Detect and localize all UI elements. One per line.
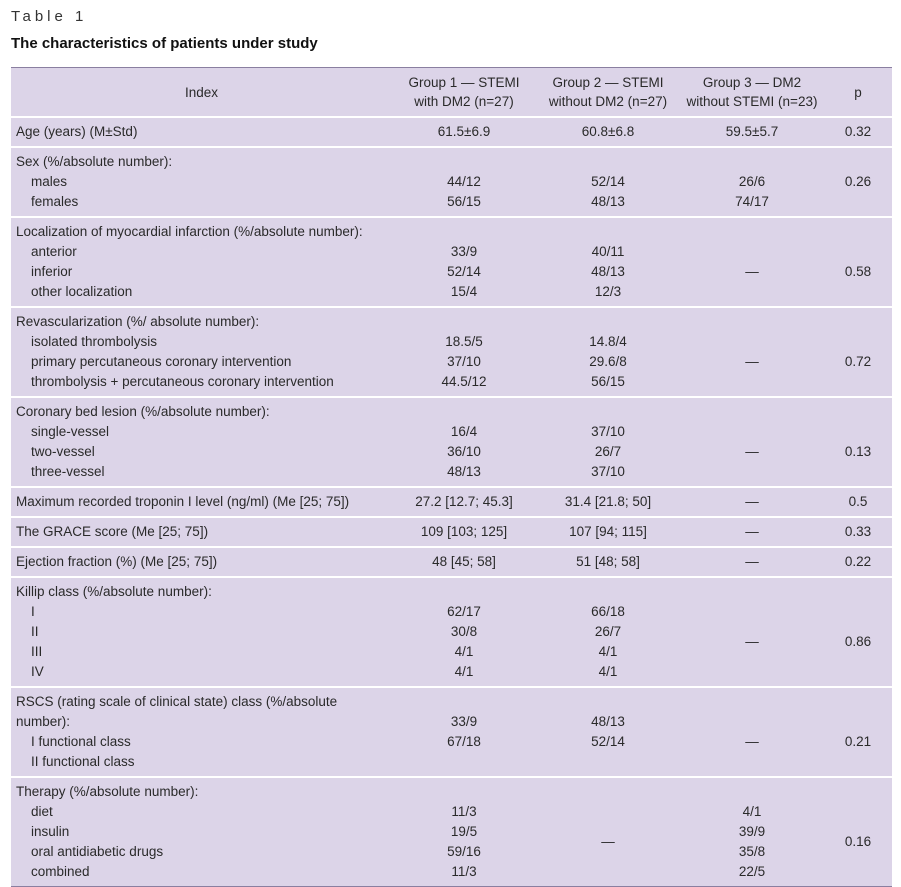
row-label: RSCS (rating scale of clinical state) class (%/absolute number): (16, 694, 338, 729)
characteristics-table (11, 67, 892, 887)
sub-label: IV (31, 664, 44, 679)
value: 56/15 (591, 374, 625, 389)
value: 18.5/5 (445, 334, 483, 349)
value: 44.5/12 (441, 374, 487, 389)
value: 4/1 (454, 644, 474, 659)
value: — (745, 354, 759, 369)
value: 0.86 (844, 634, 872, 649)
cell-group3 (680, 582, 824, 682)
sub-label: II (31, 624, 39, 639)
value: 35/8 (738, 844, 766, 859)
cell-group3: — (745, 524, 759, 539)
header-group3-line1: Group 3 — DM2 (702, 75, 802, 90)
sub-label: combined (31, 864, 90, 879)
sub-label: primary percutaneous coronary intervention (31, 354, 292, 369)
cell-group1 (392, 582, 536, 682)
value: 36/10 (447, 444, 481, 459)
value: 26/7 (594, 624, 622, 639)
value: — (745, 734, 759, 749)
value: 74/17 (735, 194, 769, 209)
table-row-troponin (11, 486, 892, 516)
header-group2-line1: Group 2 — STEMI (552, 75, 664, 90)
value: 0.13 (844, 444, 872, 459)
cell-p (824, 692, 892, 772)
cell-group3 (680, 312, 824, 392)
cell-group1 (392, 152, 536, 212)
cell-p (824, 152, 892, 212)
value: 48/13 (447, 464, 481, 479)
cell-group1 (392, 402, 536, 482)
value: 26/7 (594, 444, 622, 459)
cell-group1: 27.2 [12.7; 45.3] (415, 494, 513, 509)
cell-group2 (536, 692, 680, 772)
header-group3 (680, 73, 824, 111)
header-group1 (392, 73, 536, 111)
row-label: Ejection fraction (%) (Me [25; 75]) (16, 554, 218, 569)
value: 62/17 (447, 604, 481, 619)
row-label-block (11, 222, 392, 302)
sub-label: anterior (31, 244, 77, 259)
table-row-killip (11, 576, 892, 686)
value: 12/3 (594, 284, 622, 299)
row-label-block (11, 692, 392, 772)
table-header-row (11, 67, 892, 116)
value: 48/13 (591, 714, 625, 729)
value: — (745, 634, 759, 649)
value: 4/1 (742, 804, 762, 819)
value: 37/10 (591, 424, 625, 439)
value: 0.58 (844, 264, 872, 279)
header-p (824, 73, 892, 111)
table-row-coronary-bed-lesion (11, 396, 892, 486)
value: 19/5 (450, 824, 478, 839)
cell-group1 (392, 312, 536, 392)
cell-p (824, 402, 892, 482)
value: 26/6 (738, 174, 766, 189)
row-label-block (11, 782, 392, 882)
value: — (601, 834, 615, 849)
table-row-grace (11, 516, 892, 546)
cell-p: 0.32 (844, 124, 872, 139)
value: 52/14 (447, 264, 481, 279)
row-label-block (11, 152, 392, 212)
value: 0.16 (844, 834, 872, 849)
table-row-rscs (11, 686, 892, 776)
value: 37/10 (447, 354, 481, 369)
cell-p: 0.5 (848, 494, 868, 509)
cell-p (824, 782, 892, 882)
cell-group3 (680, 402, 824, 482)
cell-p (824, 312, 892, 392)
header-group3-line2: without STEMI (n=23) (686, 94, 818, 109)
table-caption: Table 1 (11, 8, 88, 25)
value: 16/4 (450, 424, 478, 439)
value: 29.6/8 (589, 354, 627, 369)
sub-label: II functional class (31, 754, 135, 769)
table-row-localization (11, 216, 892, 306)
cell-group2: 107 [94; 115] (569, 524, 647, 539)
sub-label: inferior (31, 264, 73, 279)
header-group2-line2: without DM2 (n=27) (548, 94, 668, 109)
cell-group1 (392, 692, 536, 772)
cell-p: 0.33 (844, 524, 872, 539)
value: 40/11 (591, 244, 625, 259)
value: 11/3 (451, 804, 477, 819)
cell-p (824, 222, 892, 302)
row-label: Sex (%/absolute number): (16, 154, 173, 169)
table-row-age (11, 116, 892, 146)
row-label: Killip class (%/absolute number): (16, 584, 212, 599)
sub-label: I functional class (31, 734, 131, 749)
header-group2 (536, 73, 680, 111)
row-label: The GRACE score (Me [25; 75]) (16, 524, 209, 539)
cell-p (824, 582, 892, 682)
row-label: Revascularization (%/ absolute number): (16, 314, 260, 329)
row-label-block (11, 402, 392, 482)
sub-label: diet (31, 804, 53, 819)
table-row-sex (11, 146, 892, 216)
value: — (745, 264, 759, 279)
header-group1-line2: with DM2 (n=27) (414, 94, 514, 109)
sub-label: oral antidiabetic drugs (31, 844, 164, 859)
value: 39/9 (738, 824, 766, 839)
table-row-revascularization (11, 306, 892, 396)
sub-label: three-vessel (31, 464, 105, 479)
value: 30/8 (450, 624, 478, 639)
value: 67/18 (447, 734, 481, 749)
cell-group2 (536, 312, 680, 392)
table-row-therapy (11, 776, 892, 887)
sub-label: insulin (31, 824, 70, 839)
value: 37/10 (591, 464, 625, 479)
sub-label: isolated thrombolysis (31, 334, 158, 349)
cell-group2 (536, 782, 680, 882)
sub-label: I (31, 604, 35, 619)
cell-group3 (680, 152, 824, 212)
value: 0.26 (844, 174, 872, 189)
cell-group2 (536, 402, 680, 482)
sub-label: males (31, 174, 68, 189)
row-label: Age (years) (M±Std) (16, 124, 138, 139)
header-index (11, 73, 392, 111)
value: 52/14 (591, 174, 625, 189)
value: 0.72 (844, 354, 872, 369)
value: — (745, 444, 759, 459)
row-label: Therapy (%/absolute number): (16, 784, 199, 799)
cell-group3: 59.5±5.7 (725, 124, 779, 139)
header-p-label: p (854, 84, 862, 100)
cell-group1: 109 [103; 125] (420, 524, 508, 539)
cell-group1 (392, 222, 536, 302)
value: 33/9 (450, 244, 478, 259)
value: 22/5 (738, 864, 766, 879)
value: 66/18 (591, 604, 625, 619)
value: 33/9 (450, 714, 478, 729)
cell-group3 (680, 782, 824, 882)
value: 14.8/4 (589, 334, 627, 349)
value: 15/4 (450, 284, 478, 299)
sub-label: III (31, 644, 43, 659)
cell-group1 (392, 782, 536, 882)
row-label: Coronary bed lesion (%/absolute number): (16, 404, 270, 419)
header-index-label: Index (184, 84, 219, 100)
value: 59/16 (447, 844, 481, 859)
cell-group1: 48 [45; 58] (432, 554, 496, 569)
cell-group3 (680, 222, 824, 302)
value: 4/1 (454, 664, 474, 679)
row-label: Maximum recorded troponin I level (ng/ml) (Me [25; 75]) (16, 494, 350, 509)
table-row-ejection-fraction (11, 546, 892, 576)
row-label-block (11, 582, 392, 682)
cell-group2 (536, 152, 680, 212)
sub-label: thrombolysis + percutaneous coronary intervention (31, 374, 334, 389)
cell-group2 (536, 582, 680, 682)
cell-group2: 60.8±6.8 (581, 124, 635, 139)
cell-group3: — (745, 554, 759, 569)
table-title: The characteristics of patients under study (11, 35, 318, 52)
value: 4/1 (598, 664, 618, 679)
row-label-block (11, 312, 392, 392)
value: 52/14 (591, 734, 625, 749)
cell-group2: 51 [48; 58] (576, 554, 640, 569)
cell-group3 (680, 692, 824, 772)
value: 0.21 (844, 734, 872, 749)
value: 11/3 (451, 864, 477, 879)
value: 56/15 (447, 194, 481, 209)
sub-label: females (31, 194, 79, 209)
row-label: Localization of myocardial infarction (%/absolute number): (16, 224, 363, 239)
value: 44/12 (447, 174, 481, 189)
value: 48/13 (591, 264, 625, 279)
cell-group2 (536, 222, 680, 302)
sub-label: single-vessel (31, 424, 110, 439)
cell-group3: — (745, 494, 759, 509)
sub-label: other localization (31, 284, 133, 299)
cell-p: 0.22 (844, 554, 872, 569)
cell-group1: 61.5±6.9 (437, 124, 491, 139)
value: 4/1 (598, 644, 618, 659)
value: 48/13 (591, 194, 625, 209)
header-group1-line1: Group 1 — STEMI (408, 75, 520, 90)
sub-label: two-vessel (31, 444, 95, 459)
cell-group2: 31.4 [21.8; 50] (564, 494, 652, 509)
